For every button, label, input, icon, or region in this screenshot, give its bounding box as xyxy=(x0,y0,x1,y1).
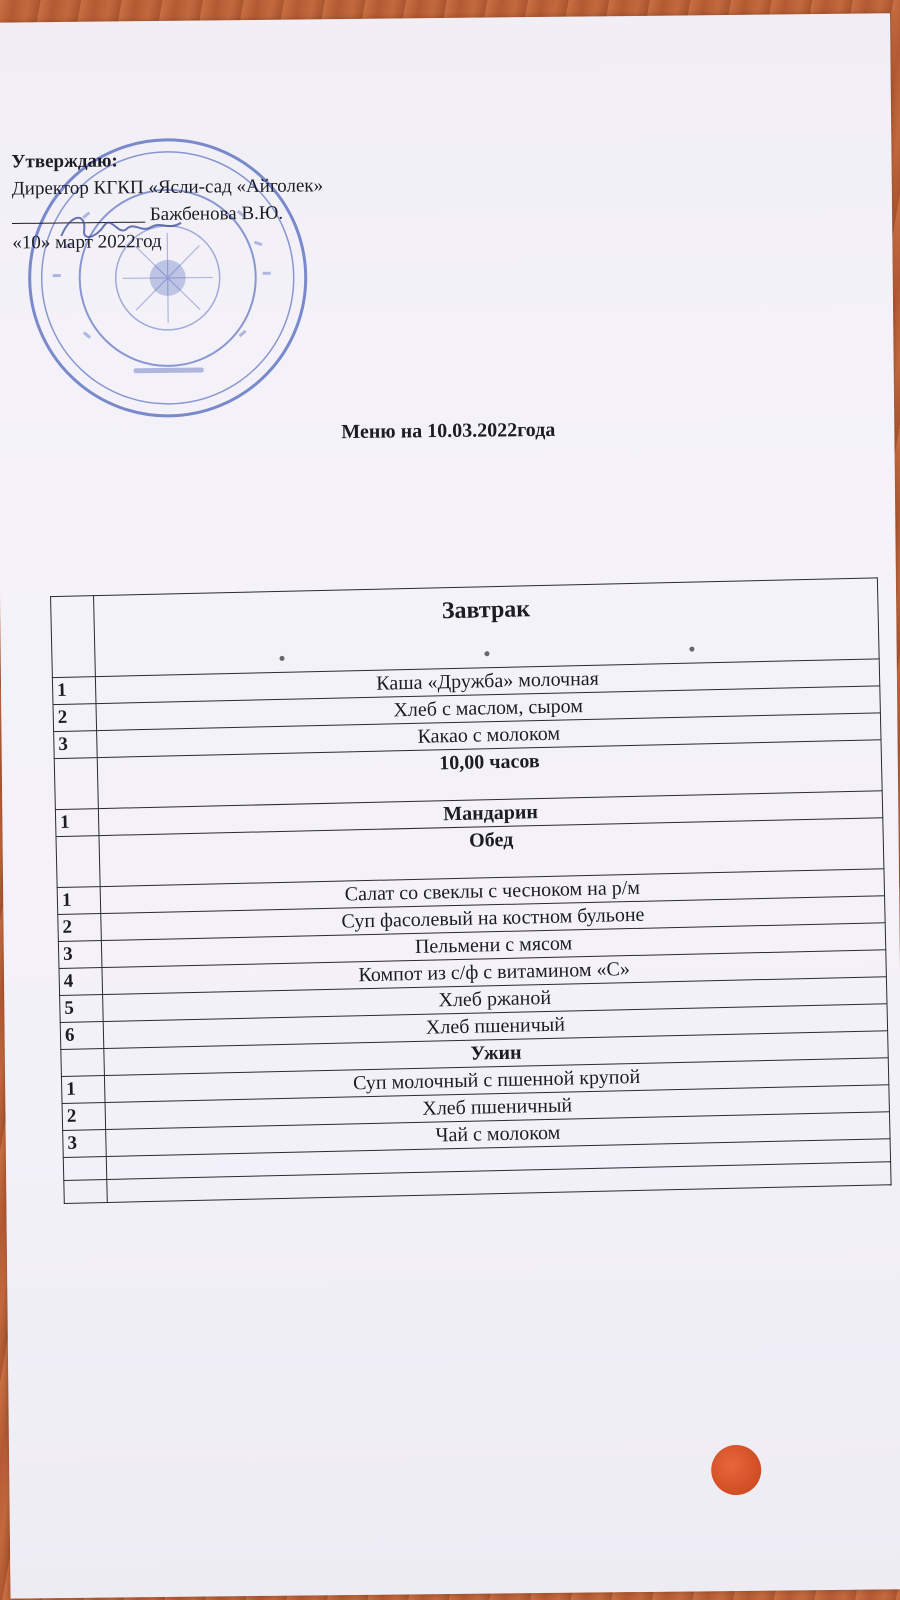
item-number: 3 xyxy=(58,941,102,969)
item-number: 1 xyxy=(61,1076,105,1104)
director-position: Директор КГКП «Ясли-сад «Айголек» xyxy=(11,175,324,200)
item-number: 2 xyxy=(62,1103,106,1131)
dot xyxy=(689,647,694,652)
num-cell xyxy=(61,1049,105,1077)
num-cell xyxy=(63,1157,107,1181)
item-number: 2 xyxy=(53,704,97,732)
item-name: Компот из с/ф с витамином «С» xyxy=(102,950,886,995)
item-name: Пельмени с мясом xyxy=(101,923,885,968)
item-number: 1 xyxy=(57,887,101,915)
menu-table xyxy=(50,577,892,1204)
item-name: Какао с молоком xyxy=(97,713,881,758)
dinner-header: Ужин xyxy=(104,1031,888,1076)
approval-date: «10» март 2022год xyxy=(12,230,162,254)
lunch-header: Обед xyxy=(99,818,884,887)
item-name: Салат со свеклы с чесноком на р/м xyxy=(100,869,884,914)
dot xyxy=(279,656,284,661)
item-number: 1 xyxy=(52,677,96,705)
item-number: 4 xyxy=(59,968,103,996)
item-name: Хлеб ржаной xyxy=(103,977,887,1022)
director-name: Бажбенова В.Ю. xyxy=(149,202,284,226)
menu-document xyxy=(0,13,900,1598)
item-number: 6 xyxy=(60,1022,104,1050)
item-number: 3 xyxy=(54,731,98,759)
item-name: Мандарин xyxy=(98,791,882,836)
item-name: Суп фасолевый на костном бульоне xyxy=(101,896,885,941)
item-number: 1 xyxy=(55,809,99,837)
handwritten-signature xyxy=(56,207,196,248)
item-name: Хлеб пшеничый xyxy=(103,1004,887,1049)
dot xyxy=(484,651,489,656)
item-name: Суп молочный с пшенной крупой xyxy=(104,1058,888,1103)
item-number: 2 xyxy=(58,914,102,942)
num-cell xyxy=(64,1179,108,1203)
num-cell xyxy=(56,836,100,888)
snack-header: 10,00 часов xyxy=(97,740,882,809)
num-cell xyxy=(54,758,98,810)
orange-sticker xyxy=(711,1445,762,1496)
page-title: Меню на 10.03.2022года xyxy=(341,418,556,444)
item-number: 3 xyxy=(63,1130,107,1158)
director-name-line: ______________ Бажбенова В.Ю. xyxy=(11,202,284,227)
item-name: Каша «Дружба» молочная xyxy=(95,659,879,704)
approval-heading: Утверждаю: xyxy=(11,150,118,173)
item-name: Хлеб с маслом, сыром xyxy=(96,686,880,731)
item-name: Чай с молоком xyxy=(106,1112,890,1157)
item-number: 5 xyxy=(60,995,104,1023)
item-name: Хлеб пшеничный xyxy=(105,1085,889,1130)
breakfast-header: Завтрак xyxy=(441,596,531,625)
num-cell xyxy=(51,596,96,678)
